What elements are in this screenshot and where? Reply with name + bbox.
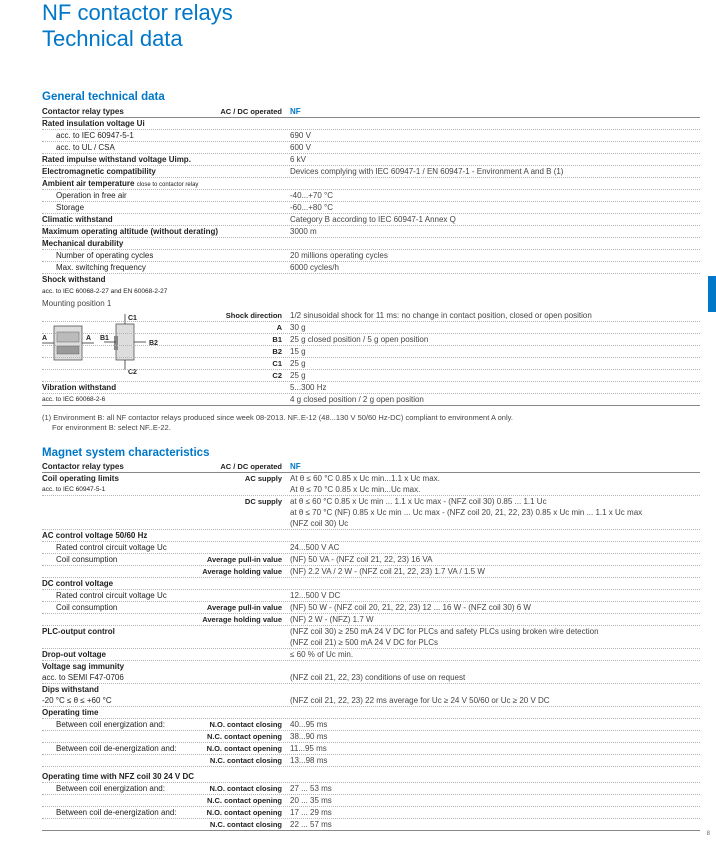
table-row xyxy=(42,370,700,382)
table-row xyxy=(42,238,700,250)
table-row xyxy=(42,262,700,274)
row-label: Climatic withstand xyxy=(42,215,113,224)
row-label: DC control voltage xyxy=(42,579,114,588)
row-label-note: close to contactor relay xyxy=(136,182,199,188)
row-value: 6 kV xyxy=(290,155,307,164)
table-row xyxy=(42,130,700,142)
row-label: Vibration withstand xyxy=(42,383,117,392)
row-value: NF xyxy=(290,107,301,116)
table-row xyxy=(42,382,700,394)
row-label: Coil consumption xyxy=(56,603,118,612)
row-sub-label: N.C. contact opening xyxy=(207,732,282,741)
table-row xyxy=(42,461,700,473)
table-row xyxy=(42,731,700,743)
row-value: 17 ... 29 ms xyxy=(290,808,332,817)
row-label: Between coil de-energization and: xyxy=(56,808,177,817)
row-label: Operating time xyxy=(42,708,99,717)
row-value: 40...95 ms xyxy=(290,720,328,729)
footnote-line-2: For environment B: select NF..E-22. xyxy=(52,423,171,432)
table-row xyxy=(42,496,700,530)
table-row xyxy=(42,346,700,358)
footnote-line-1: (1) Environment B: all NF contactor relays produced since week 08-2013. NF..E-12 (48...130 V 50/60 Hz-DC) compliant to environment A only. xyxy=(42,413,513,422)
row-sub-label: Average holding value xyxy=(202,615,282,624)
row-value: NF xyxy=(290,462,301,471)
table-row xyxy=(42,530,700,542)
row-label: Coil operating limits xyxy=(42,474,119,483)
row-label: Mechanical durability xyxy=(42,239,124,248)
table-row xyxy=(42,178,700,190)
row-label: acc. to UL / CSA xyxy=(56,143,115,152)
row-label: Number of operating cycles xyxy=(56,251,154,260)
row-sub-label: B2 xyxy=(272,347,282,356)
table-row xyxy=(42,707,700,719)
row-value: 600 V xyxy=(290,143,311,152)
row-label: Ambient air temperature close to contactor relay xyxy=(42,179,199,188)
row-value: (NF) 50 VA - (NFZ coil 21, 22, 23) 16 VA xyxy=(290,555,433,564)
table-row xyxy=(42,334,700,346)
section-title-general: General technical data xyxy=(42,91,165,103)
table-row xyxy=(42,542,700,554)
label-c2: C2 xyxy=(128,369,137,376)
row-sub-label: A xyxy=(276,323,282,332)
row-sub-label: Average pull-in value xyxy=(206,603,282,612)
footnote xyxy=(42,413,513,433)
row-label: acc. to IEC 60947-5-1 xyxy=(56,131,134,140)
row-value: 1/2 sinusoidal shock for 11 ms: no change in contact position, closed or open position xyxy=(290,311,592,320)
row-label-note: -20 °C ≤ θ ≤ +60 °C xyxy=(42,696,112,705)
row-sub-label: N.O. contact opening xyxy=(206,744,282,753)
row-value: 20 ... 35 ms xyxy=(290,796,332,805)
row-value: 12...500 V DC xyxy=(290,591,341,600)
general-table xyxy=(42,106,700,298)
row-label: Between coil energization and: xyxy=(56,720,165,729)
table-row xyxy=(42,807,700,819)
row-sub-label: N.O. contact closing xyxy=(209,784,282,793)
row-label: Rated insulation voltage Ui xyxy=(42,119,145,128)
row-value: Devices complying with IEC 60947-1 / EN 60947-1 - Environment A and B (1) xyxy=(290,167,564,176)
row-value: at θ ≤ 60 °C 0.85 x Uc min ... 1.1 x Uc max - (NFZ coil 30) 0.85 ... 1.1 Uc at θ ≤ 70 °C (NF) 0.85 x Uc min ... Uc max - (NFZ coil 20, 21, 22, 23) 0.85 x Uc min ... 1.1 x Uc max (NFZ coil 30) Uc xyxy=(290,497,643,528)
table-row xyxy=(42,106,700,118)
row-value: -60...+80 °C xyxy=(290,203,333,212)
table-row xyxy=(42,286,700,298)
row-sub-label: AC / DC operated xyxy=(220,462,282,471)
table-row xyxy=(42,554,700,566)
row-label: Shock withstand xyxy=(42,275,106,284)
row-value: 30 g xyxy=(290,323,306,332)
table-row xyxy=(42,566,700,578)
side-tab-marker xyxy=(708,276,716,312)
row-sub-label: B1 xyxy=(272,335,282,344)
magnet-table xyxy=(42,461,700,831)
table-row xyxy=(42,661,700,684)
row-value: 11...95 ms xyxy=(290,744,327,753)
table-row xyxy=(42,795,700,807)
row-sub-label: AC supply xyxy=(244,474,282,483)
page-number: 8 xyxy=(706,831,710,837)
row-value: ≤ 60 % of Uc min. xyxy=(290,650,354,659)
row-label: Electromagnetic compatibility xyxy=(42,167,156,176)
table-row xyxy=(42,202,700,214)
table-row xyxy=(42,602,700,614)
mounting-position-label: Mounting position 1 xyxy=(42,299,112,308)
row-label: Max. switching frequency xyxy=(56,263,146,272)
row-label: Operating time with NFZ coil 30 24 V DC xyxy=(42,772,195,781)
table-row xyxy=(42,819,700,831)
table-row xyxy=(42,190,700,202)
table-row xyxy=(42,626,700,649)
row-value: 25 g closed position / 5 g open position xyxy=(290,335,429,344)
row-label: Rated control circuit voltage Uc xyxy=(56,543,167,552)
row-value: (NFZ coil 21, 22, 23) conditions of use on request xyxy=(290,673,466,682)
row-value: 24...500 V AC xyxy=(290,543,340,552)
label-a-right: A xyxy=(86,335,92,342)
row-value: Category B according to IEC 60947-1 Annex Q xyxy=(290,215,456,224)
row-value: 13...98 ms xyxy=(290,756,328,765)
row-value: (NF) 50 W - (NFZ coil 20, 21, 22, 23) 12 ... 16 W - (NFZ coil 30) 6 W xyxy=(290,603,531,612)
row-label-note: acc. to SEMI F47-0706 xyxy=(42,673,124,682)
row-sub-label: N.C. contact opening xyxy=(207,796,282,805)
row-label: Drop-out voltage xyxy=(42,650,106,659)
row-value: (NFZ coil 30) ≥ 250 mA 24 V DC for PLCs and safety PLCs using broken wire detection (NFZ coil 21) ≥ 500 mA 24 V DC for PLCs xyxy=(290,627,599,647)
row-value: 6000 cycles/h xyxy=(290,263,339,272)
row-value: 690 V xyxy=(290,131,311,140)
row-label: Between coil de-energization and: xyxy=(56,744,177,753)
row-label: Dips withstand xyxy=(42,685,99,694)
table-row xyxy=(42,684,700,707)
row-sub-label: Average pull-in value xyxy=(206,555,282,564)
row-value: (NF) 2.2 VA / 2 W - (NFZ coil 21, 22, 23) 1.7 VA / 1.5 W xyxy=(290,567,485,576)
table-row xyxy=(42,142,700,154)
label-a-left: A xyxy=(42,335,48,342)
table-row xyxy=(42,322,700,334)
row-label: Voltage sag immunity xyxy=(42,662,125,671)
row-value: (NFZ coil 21, 22, 23) 22 ms average for Uc ≥ 24 V 50/60 or Uc ≥ 20 V DC xyxy=(290,696,550,705)
row-sub-label: N.C. contact closing xyxy=(209,820,282,829)
table-row xyxy=(42,743,700,755)
row-label: Operation in free air xyxy=(56,191,127,200)
row-value: 22 ... 57 ms xyxy=(290,820,332,829)
table-row xyxy=(42,649,700,661)
row-label: Contactor relay types xyxy=(42,107,124,116)
table-row xyxy=(42,719,700,731)
row-label: Between coil energization and: xyxy=(56,784,165,793)
row-label: Rated control circuit voltage Uc xyxy=(56,591,167,600)
row-label: acc. to IEC 60068-2-6 xyxy=(42,396,106,403)
row-label: Contactor relay types xyxy=(42,462,124,471)
row-value: 25 g xyxy=(290,371,306,380)
row-label: acc. to IEC 60068-2-27 and EN 60068-2-27 xyxy=(42,288,168,295)
row-label: Maximum operating altitude (without derating) xyxy=(42,227,218,236)
row-sub-label: N.O. contact opening xyxy=(206,808,282,817)
row-value: At θ ≤ 60 °C 0.85 x Uc min...1.1 x Uc max. At θ ≤ 70 °C 0.85 x Uc min...Uc max. xyxy=(290,474,440,494)
row-sub-label: DC supply xyxy=(244,497,282,506)
row-sub-label: AC / DC operated xyxy=(220,107,282,116)
shock-table xyxy=(42,310,700,406)
row-sub-label: N.C. contact closing xyxy=(209,756,282,765)
row-value: -40...+70 °C xyxy=(290,191,333,200)
table-row xyxy=(42,358,700,370)
label-b2: B2 xyxy=(149,340,158,347)
label-c1: C1 xyxy=(128,315,137,322)
table-row xyxy=(42,771,700,783)
row-value: 38...90 ms xyxy=(290,732,328,741)
table-row xyxy=(42,310,700,322)
table-row xyxy=(42,755,700,767)
row-sub-label: C1 xyxy=(272,359,282,368)
table-row xyxy=(42,250,700,262)
row-value: 27 ... 53 ms xyxy=(290,784,332,793)
title-line-1: NF contactor relays xyxy=(42,0,233,25)
table-row xyxy=(42,226,700,238)
table-row xyxy=(42,578,700,590)
table-row xyxy=(42,274,700,286)
page-title xyxy=(42,0,233,52)
table-row xyxy=(42,614,700,626)
table-row xyxy=(42,783,700,795)
row-value: 20 millions operating cycles xyxy=(290,251,388,260)
row-sub-label: N.O. contact closing xyxy=(209,720,282,729)
row-value: 15 g xyxy=(290,347,306,356)
label-b1: B1 xyxy=(100,335,109,342)
row-value: 5...300 Hz xyxy=(290,383,327,392)
table-row xyxy=(42,394,700,406)
row-label: Rated impulse withstand voltage Uimp. xyxy=(42,155,191,164)
row-label: Storage xyxy=(56,203,85,212)
table-row xyxy=(42,118,700,130)
table-row xyxy=(42,473,700,496)
row-value: 3000 m xyxy=(290,227,317,236)
row-sub-label: C2 xyxy=(272,371,282,380)
row-label: Coil consumption xyxy=(56,555,118,564)
row-label: AC control voltage 50/60 Hz xyxy=(42,531,148,540)
section-title-magnet: Magnet system characteristics xyxy=(42,447,210,459)
table-row xyxy=(42,154,700,166)
row-sub-label: Shock direction xyxy=(225,311,282,320)
row-sub-label: Average holding value xyxy=(202,567,282,576)
row-value: 4 g closed position / 2 g open position xyxy=(290,395,424,404)
table-row xyxy=(42,214,700,226)
row-value: 25 g xyxy=(290,359,306,368)
title-line-2: Technical data xyxy=(42,26,183,51)
table-row xyxy=(42,590,700,602)
row-label: PLC-output control xyxy=(42,627,115,636)
table-row xyxy=(42,166,700,178)
row-value: (NF) 2 W - (NFZ) 1.7 W xyxy=(290,615,374,624)
row-label-note: acc. to IEC 60947-5-1 xyxy=(42,486,106,493)
